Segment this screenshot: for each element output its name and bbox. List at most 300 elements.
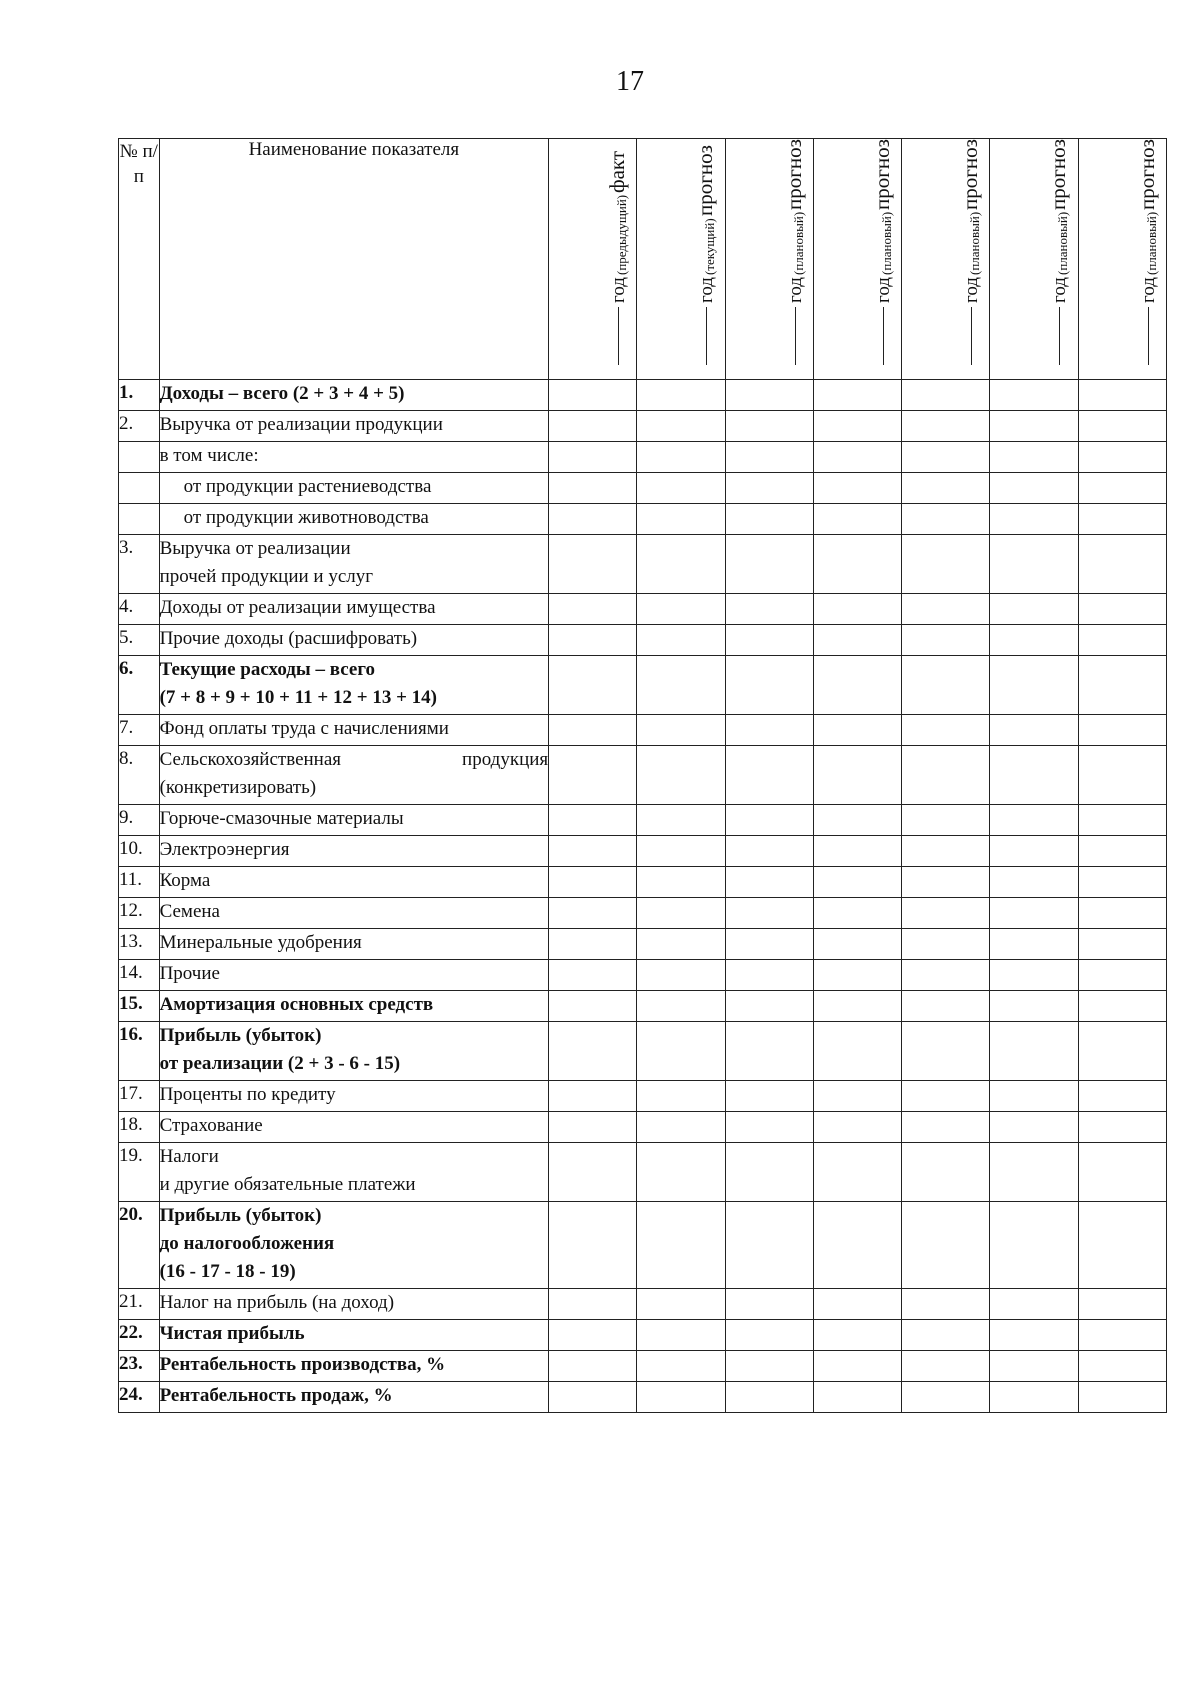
- row-number: 22.: [119, 1320, 160, 1351]
- value-cell[interactable]: [637, 625, 725, 656]
- value-cell[interactable]: [990, 1202, 1078, 1289]
- year-label: год: [961, 277, 983, 303]
- value-cell[interactable]: [1078, 656, 1166, 715]
- value-cell[interactable]: [1078, 535, 1166, 594]
- year-label: год: [1049, 277, 1071, 303]
- value-cell[interactable]: [990, 1289, 1078, 1320]
- indicator-name: [159, 411, 549, 442]
- table-row: [119, 1351, 1167, 1382]
- value-cell[interactable]: [549, 1289, 637, 1320]
- value-cell[interactable]: [902, 411, 990, 442]
- table-row: [119, 898, 1167, 929]
- header-year-column: [549, 139, 637, 380]
- header-year-column: [990, 139, 1078, 380]
- value-cell[interactable]: [813, 656, 901, 715]
- value-cell[interactable]: [813, 442, 901, 473]
- value-cell[interactable]: [1078, 1202, 1166, 1289]
- indicator-name-line: Выручка от реализации: [159, 538, 351, 559]
- year-qualifier: (текущий): [702, 218, 718, 276]
- value-cell[interactable]: [1078, 1289, 1166, 1320]
- value-cell[interactable]: [813, 715, 901, 746]
- indicator-name: [159, 929, 549, 960]
- value-cell[interactable]: [549, 442, 637, 473]
- value-cell[interactable]: [1078, 991, 1166, 1022]
- value-cell[interactable]: [549, 805, 637, 836]
- value-cell[interactable]: [990, 411, 1078, 442]
- value-cell[interactable]: [725, 991, 813, 1022]
- row-number: 12.: [119, 898, 160, 929]
- value-cell[interactable]: [549, 656, 637, 715]
- value-cell[interactable]: [637, 715, 725, 746]
- value-cell[interactable]: [725, 535, 813, 594]
- value-cell[interactable]: [725, 929, 813, 960]
- value-cell[interactable]: [637, 380, 725, 411]
- value-cell[interactable]: [1078, 1112, 1166, 1143]
- value-cell[interactable]: [902, 1382, 990, 1413]
- value-cell[interactable]: [637, 1081, 725, 1112]
- row-number: 4.: [119, 594, 160, 625]
- header-year-column: [725, 139, 813, 380]
- value-cell[interactable]: [549, 504, 637, 535]
- value-cell[interactable]: [990, 1022, 1078, 1081]
- value-cell[interactable]: [813, 746, 901, 805]
- value-cell[interactable]: [725, 473, 813, 504]
- value-cell[interactable]: [1078, 867, 1166, 898]
- indicator-name: [159, 1289, 549, 1320]
- indicator-name-line: Выручка от реализации продукции: [159, 414, 443, 435]
- value-cell[interactable]: [725, 1351, 813, 1382]
- value-cell[interactable]: [813, 1143, 901, 1202]
- value-cell[interactable]: [990, 656, 1078, 715]
- value-cell[interactable]: [725, 625, 813, 656]
- value-cell[interactable]: [813, 504, 901, 535]
- table-row: [119, 473, 1167, 504]
- value-cell[interactable]: [813, 1382, 901, 1413]
- value-cell[interactable]: [990, 473, 1078, 504]
- value-cell[interactable]: [549, 1202, 637, 1289]
- year-type: прогноз: [869, 138, 894, 210]
- value-cell[interactable]: [813, 1320, 901, 1351]
- value-cell[interactable]: [637, 867, 725, 898]
- value-cell[interactable]: [549, 473, 637, 504]
- indicator-name: [159, 594, 549, 625]
- indicator-name-line: [160, 746, 549, 774]
- row-number: 16.: [119, 1022, 160, 1081]
- value-cell[interactable]: [549, 836, 637, 867]
- row-number: 1.: [119, 380, 160, 411]
- value-cell[interactable]: [637, 535, 725, 594]
- indicator-name-line: Страхование: [159, 1115, 263, 1136]
- value-cell[interactable]: [549, 991, 637, 1022]
- value-cell[interactable]: [990, 1081, 1078, 1112]
- value-cell[interactable]: [637, 929, 725, 960]
- value-cell[interactable]: [725, 411, 813, 442]
- value-cell[interactable]: [902, 594, 990, 625]
- value-cell[interactable]: [902, 473, 990, 504]
- year-label: год: [784, 277, 806, 303]
- value-cell[interactable]: [813, 991, 901, 1022]
- value-cell[interactable]: [990, 929, 1078, 960]
- value-cell[interactable]: [902, 805, 990, 836]
- value-cell[interactable]: [990, 1320, 1078, 1351]
- value-cell[interactable]: [637, 1289, 725, 1320]
- indicator-name: [159, 867, 549, 898]
- value-cell[interactable]: [637, 1202, 725, 1289]
- value-cell[interactable]: [1078, 960, 1166, 991]
- year-qualifier: (плановый): [967, 211, 983, 276]
- indicator-name: [159, 1320, 549, 1351]
- value-cell[interactable]: [725, 380, 813, 411]
- value-cell[interactable]: [902, 715, 990, 746]
- table-row: [119, 1081, 1167, 1112]
- indicator-name: [159, 991, 549, 1022]
- indicator-name-line: Корма: [159, 870, 211, 891]
- row-number: 15.: [119, 991, 160, 1022]
- value-cell[interactable]: [725, 960, 813, 991]
- year-type: прогноз: [693, 145, 718, 217]
- row-number: 23.: [119, 1351, 160, 1382]
- value-cell[interactable]: [1078, 898, 1166, 929]
- value-cell[interactable]: [902, 991, 990, 1022]
- header-year-column: [637, 139, 725, 380]
- header-year-column: [902, 139, 990, 380]
- table-row: [119, 535, 1167, 594]
- year-qualifier: (предыдущий): [614, 194, 630, 276]
- table-row: [119, 1382, 1167, 1413]
- row-number: [119, 442, 160, 473]
- value-cell[interactable]: [902, 746, 990, 805]
- value-cell[interactable]: [813, 1289, 901, 1320]
- value-cell[interactable]: [813, 473, 901, 504]
- table-row: [119, 1022, 1167, 1081]
- value-cell[interactable]: [902, 656, 990, 715]
- value-cell[interactable]: [549, 1351, 637, 1382]
- table-row: [119, 1320, 1167, 1351]
- value-cell[interactable]: [725, 1320, 813, 1351]
- value-cell[interactable]: [990, 504, 1078, 535]
- value-cell[interactable]: [725, 656, 813, 715]
- indicator-name-line: от продукции растениеводства: [183, 476, 432, 497]
- value-cell[interactable]: [990, 715, 1078, 746]
- value-cell[interactable]: [1078, 1143, 1166, 1202]
- value-cell[interactable]: [549, 1382, 637, 1413]
- value-cell[interactable]: [990, 535, 1078, 594]
- header-number: № п/п: [119, 139, 160, 380]
- value-cell[interactable]: [813, 1081, 901, 1112]
- value-cell[interactable]: [1078, 1382, 1166, 1413]
- year-label: год: [608, 277, 630, 303]
- value-cell[interactable]: [813, 929, 901, 960]
- indicator-name: [159, 715, 549, 746]
- value-cell[interactable]: [725, 1022, 813, 1081]
- row-number: 19.: [119, 1143, 160, 1202]
- row-number: 17.: [119, 1081, 160, 1112]
- row-number: 11.: [119, 867, 160, 898]
- value-cell[interactable]: [902, 898, 990, 929]
- value-cell[interactable]: [637, 594, 725, 625]
- row-number: 6.: [119, 656, 160, 715]
- value-cell[interactable]: [725, 715, 813, 746]
- value-cell[interactable]: [813, 1022, 901, 1081]
- value-cell[interactable]: [1078, 411, 1166, 442]
- indicator-name-line: (7 + 8 + 9 + 10 + 11 + 12 + 13 + 14): [159, 687, 437, 708]
- value-cell[interactable]: [902, 380, 990, 411]
- value-cell[interactable]: [902, 1022, 990, 1081]
- row-number: 5.: [119, 625, 160, 656]
- indicator-name: [159, 746, 549, 805]
- value-cell[interactable]: [813, 380, 901, 411]
- value-cell[interactable]: [549, 1022, 637, 1081]
- table-row: [119, 1289, 1167, 1320]
- value-cell[interactable]: [637, 656, 725, 715]
- row-number: 24.: [119, 1382, 160, 1413]
- row-number: [119, 473, 160, 504]
- indicator-name: [159, 836, 549, 867]
- value-cell[interactable]: [1078, 805, 1166, 836]
- value-cell[interactable]: [637, 1382, 725, 1413]
- value-cell[interactable]: [902, 1351, 990, 1382]
- row-number: 13.: [119, 929, 160, 960]
- value-cell[interactable]: [902, 1202, 990, 1289]
- value-cell[interactable]: [549, 625, 637, 656]
- value-cell[interactable]: [549, 867, 637, 898]
- indicator-name-line: Текущие расходы – всего: [159, 659, 375, 680]
- value-cell[interactable]: [813, 625, 901, 656]
- table-row: [119, 1112, 1167, 1143]
- value-cell[interactable]: [813, 535, 901, 594]
- value-cell[interactable]: [725, 594, 813, 625]
- value-cell[interactable]: [549, 380, 637, 411]
- value-cell[interactable]: [725, 898, 813, 929]
- value-cell[interactable]: [990, 1382, 1078, 1413]
- table-body: [119, 380, 1167, 1413]
- value-cell[interactable]: [813, 898, 901, 929]
- value-cell[interactable]: [1078, 1351, 1166, 1382]
- indicator-name-line: Доходы – всего (2 + 3 + 4 + 5): [159, 383, 405, 404]
- indicator-name-line: Прочие доходы (расшифровать): [159, 628, 418, 649]
- value-cell[interactable]: [1078, 473, 1166, 504]
- indicator-name-line: Электроэнергия: [159, 839, 290, 860]
- value-cell[interactable]: [990, 380, 1078, 411]
- table-row: [119, 960, 1167, 991]
- value-cell[interactable]: [990, 1143, 1078, 1202]
- indicator-name: [159, 898, 549, 929]
- value-cell[interactable]: [902, 442, 990, 473]
- indicator-name: [159, 1143, 549, 1202]
- value-cell[interactable]: [1078, 504, 1166, 535]
- indicator-name: [159, 1202, 549, 1289]
- header-year-column: [1078, 139, 1166, 380]
- table-row: [119, 746, 1167, 805]
- table-row: [119, 411, 1167, 442]
- value-cell[interactable]: [637, 1112, 725, 1143]
- value-cell[interactable]: [637, 442, 725, 473]
- value-cell[interactable]: [725, 805, 813, 836]
- year-type: прогноз: [1134, 138, 1159, 210]
- indicators-table: [118, 138, 1167, 1413]
- year-qualifier: (плановый): [1055, 211, 1071, 276]
- value-cell[interactable]: [725, 836, 813, 867]
- value-cell[interactable]: [637, 1022, 725, 1081]
- indicator-name: [159, 1112, 549, 1143]
- value-cell[interactable]: [637, 1320, 725, 1351]
- value-cell[interactable]: [549, 411, 637, 442]
- value-cell[interactable]: [902, 867, 990, 898]
- indicator-name-word: продукция: [462, 749, 549, 770]
- value-cell[interactable]: [637, 991, 725, 1022]
- value-cell[interactable]: [813, 805, 901, 836]
- year-label: год: [696, 277, 718, 303]
- value-cell[interactable]: [725, 1382, 813, 1413]
- value-cell[interactable]: [637, 1351, 725, 1382]
- value-cell[interactable]: [902, 535, 990, 594]
- value-cell[interactable]: [813, 1202, 901, 1289]
- value-cell[interactable]: [902, 929, 990, 960]
- row-number: 3.: [119, 535, 160, 594]
- value-cell[interactable]: [902, 1081, 990, 1112]
- year-label: год: [872, 277, 894, 303]
- year-qualifier: (плановый): [1143, 211, 1159, 276]
- table-row: [119, 836, 1167, 867]
- value-cell[interactable]: [990, 1112, 1078, 1143]
- value-cell[interactable]: [637, 836, 725, 867]
- value-cell[interactable]: [549, 594, 637, 625]
- value-cell[interactable]: [549, 1320, 637, 1351]
- value-cell[interactable]: [549, 715, 637, 746]
- header-year-column: [813, 139, 901, 380]
- indicator-name: [159, 1081, 549, 1112]
- row-number: 21.: [119, 1289, 160, 1320]
- value-cell[interactable]: [549, 960, 637, 991]
- value-cell[interactable]: [1078, 594, 1166, 625]
- value-cell[interactable]: [902, 1143, 990, 1202]
- value-cell[interactable]: [637, 805, 725, 836]
- row-number: 20.: [119, 1202, 160, 1289]
- value-cell[interactable]: [1078, 1320, 1166, 1351]
- value-cell[interactable]: [902, 960, 990, 991]
- value-cell[interactable]: [1078, 380, 1166, 411]
- value-cell[interactable]: [902, 1320, 990, 1351]
- year-qualifier: (плановый): [878, 211, 894, 276]
- value-cell[interactable]: [902, 625, 990, 656]
- value-cell[interactable]: [990, 991, 1078, 1022]
- value-cell[interactable]: [990, 836, 1078, 867]
- indicator-name-line: Прочие: [159, 963, 220, 984]
- row-number: 18.: [119, 1112, 160, 1143]
- value-cell[interactable]: [1078, 1022, 1166, 1081]
- value-cell[interactable]: [1078, 625, 1166, 656]
- indicator-name-line: и другие обязательные платежи: [159, 1174, 416, 1195]
- indicator-name: [159, 473, 549, 504]
- value-cell[interactable]: [1078, 715, 1166, 746]
- year-qualifier: (плановый): [790, 211, 806, 276]
- value-cell[interactable]: [637, 473, 725, 504]
- value-cell[interactable]: [1078, 929, 1166, 960]
- value-cell[interactable]: [725, 746, 813, 805]
- value-cell[interactable]: [1078, 746, 1166, 805]
- value-cell[interactable]: [549, 535, 637, 594]
- value-cell[interactable]: [549, 1081, 637, 1112]
- value-cell[interactable]: [637, 411, 725, 442]
- value-cell[interactable]: [549, 746, 637, 805]
- row-number: 2.: [119, 411, 160, 442]
- value-cell[interactable]: [725, 1202, 813, 1289]
- indicator-name-word: Сельскохозяйственная: [159, 749, 342, 770]
- value-cell[interactable]: [990, 1351, 1078, 1382]
- row-number: 10.: [119, 836, 160, 867]
- value-cell[interactable]: [902, 1112, 990, 1143]
- value-cell[interactable]: [902, 504, 990, 535]
- value-cell[interactable]: [813, 836, 901, 867]
- value-cell[interactable]: [990, 867, 1078, 898]
- value-cell[interactable]: [990, 442, 1078, 473]
- value-cell[interactable]: [813, 867, 901, 898]
- value-cell[interactable]: [990, 594, 1078, 625]
- indicator-name: [159, 504, 549, 535]
- value-cell[interactable]: [637, 960, 725, 991]
- value-cell[interactable]: [990, 960, 1078, 991]
- value-cell[interactable]: [725, 1289, 813, 1320]
- table-row: [119, 991, 1167, 1022]
- indicator-name: [159, 960, 549, 991]
- value-cell[interactable]: [725, 504, 813, 535]
- value-cell[interactable]: [549, 1143, 637, 1202]
- value-cell[interactable]: [990, 898, 1078, 929]
- value-cell[interactable]: [725, 1112, 813, 1143]
- table-row: [119, 656, 1167, 715]
- value-cell[interactable]: [725, 867, 813, 898]
- value-cell[interactable]: [990, 746, 1078, 805]
- value-cell[interactable]: [725, 442, 813, 473]
- value-cell[interactable]: [813, 960, 901, 991]
- table-row: [119, 504, 1167, 535]
- value-cell[interactable]: [902, 1289, 990, 1320]
- value-cell[interactable]: [1078, 1081, 1166, 1112]
- indicator-name: [159, 656, 549, 715]
- value-cell[interactable]: [725, 1143, 813, 1202]
- table-row: [119, 1143, 1167, 1202]
- value-cell[interactable]: [813, 1112, 901, 1143]
- value-cell[interactable]: [549, 898, 637, 929]
- value-cell[interactable]: [1078, 836, 1166, 867]
- indicator-name-line: от реализации (2 + 3 - 6 - 15): [159, 1053, 401, 1074]
- value-cell[interactable]: [813, 594, 901, 625]
- page-number: 17: [616, 66, 644, 97]
- value-cell[interactable]: [990, 805, 1078, 836]
- indicator-name-line: Чистая прибыль: [159, 1323, 305, 1344]
- value-cell[interactable]: [813, 1351, 901, 1382]
- value-cell[interactable]: [725, 1081, 813, 1112]
- value-cell[interactable]: [1078, 442, 1166, 473]
- value-cell[interactable]: [813, 411, 901, 442]
- row-number: 7.: [119, 715, 160, 746]
- indicator-name-line: Фонд оплаты труда с начислениями: [159, 718, 449, 739]
- indicator-name: [159, 1382, 549, 1413]
- value-cell[interactable]: [549, 929, 637, 960]
- value-cell[interactable]: [637, 504, 725, 535]
- year-label: год: [1137, 277, 1159, 303]
- value-cell[interactable]: [637, 898, 725, 929]
- indicator-name-line: прочей продукции и услуг: [159, 566, 374, 587]
- value-cell[interactable]: [637, 746, 725, 805]
- value-cell[interactable]: [990, 625, 1078, 656]
- indicator-name-line: (16 - 17 - 18 - 19): [159, 1261, 296, 1282]
- header-indicator-name: Наименование показателя: [159, 139, 549, 380]
- value-cell[interactable]: [902, 836, 990, 867]
- value-cell[interactable]: [549, 1112, 637, 1143]
- indicator-name: [159, 1022, 549, 1081]
- value-cell[interactable]: [637, 1143, 725, 1202]
